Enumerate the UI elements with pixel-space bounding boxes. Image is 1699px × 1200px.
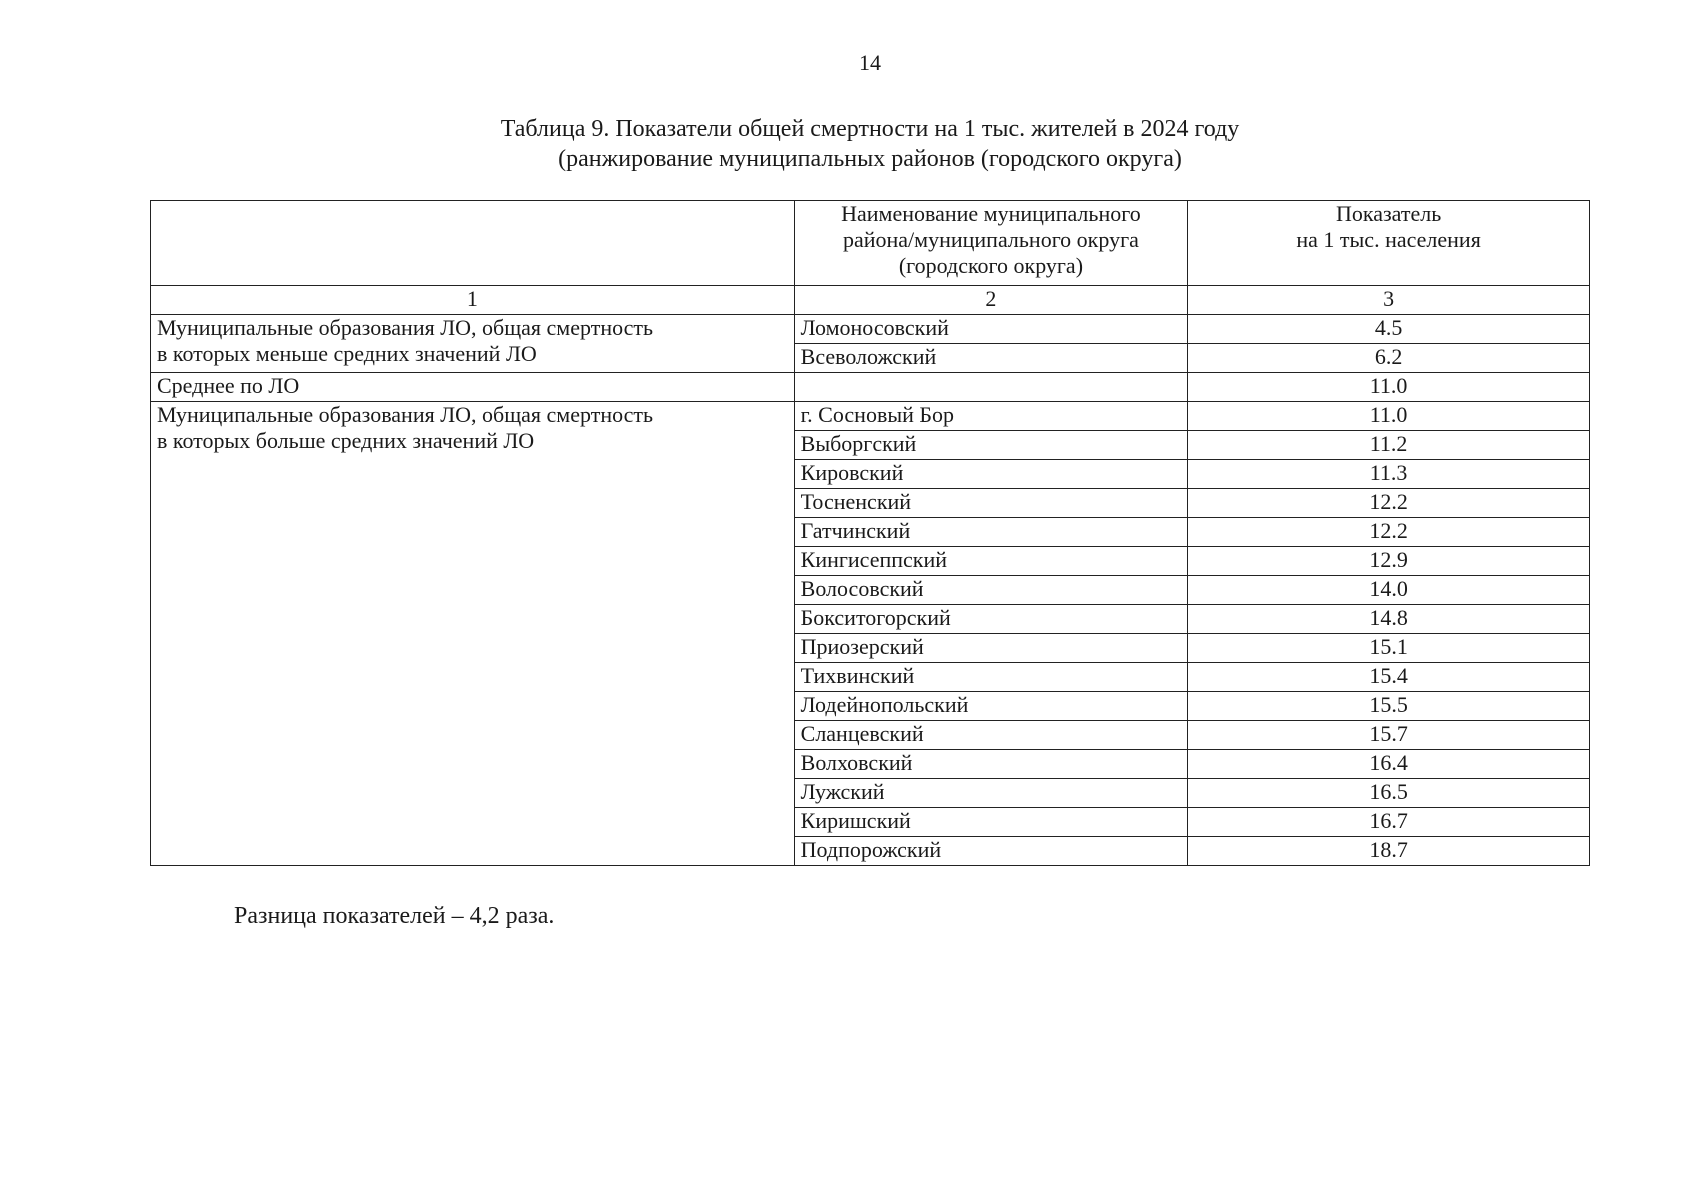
district-name: Выборгский: [794, 431, 1188, 460]
district-name: г. Сосновый Бор: [794, 402, 1188, 431]
district-name: Гатчинский: [794, 518, 1188, 547]
mortality-value: 11.0: [1188, 402, 1590, 431]
header-col-2-line: (городского округа): [898, 253, 1084, 278]
mortality-value: 15.4: [1188, 663, 1590, 692]
mortality-value: 16.4: [1188, 750, 1590, 779]
mortality-value: 16.5: [1188, 779, 1590, 808]
mortality-value: 11.2: [1188, 431, 1590, 460]
district-name: Подпорожский: [794, 837, 1188, 866]
footnote: Разница показателей – 4,2 раза.: [234, 903, 555, 929]
group-label: [151, 315, 795, 373]
table-title-line-2: (ранжирование муниципальных районов (городского округа): [558, 146, 1182, 172]
average-row: [151, 373, 1590, 402]
district-name: Бокситогорский: [794, 605, 1188, 634]
district-name: Всеволожский: [794, 344, 1188, 373]
average-label: Среднее по ЛО: [151, 373, 795, 402]
header-col-2-line: района/муниципального округа: [842, 227, 1139, 252]
table-row: [151, 315, 1590, 344]
district-name: Ломоносовский: [794, 315, 1188, 344]
district-name: Кировский: [794, 460, 1188, 489]
district-name: Тосненский: [794, 489, 1188, 518]
district-name: Киришский: [794, 808, 1188, 837]
group-label: [151, 402, 795, 866]
mortality-value: 18.7: [1188, 837, 1590, 866]
average-value: 11.0: [1188, 373, 1590, 402]
district-name: Волосовский: [794, 576, 1188, 605]
mortality-value: 6.2: [1188, 344, 1590, 373]
mortality-value: 4.5: [1188, 315, 1590, 344]
header-col-2: [794, 201, 1188, 286]
mortality-value: 16.7: [1188, 808, 1590, 837]
mortality-value: 12.9: [1188, 547, 1590, 576]
header-col-3-line: на 1 тыс. населения: [1296, 227, 1481, 252]
table-row: [151, 402, 1590, 431]
mortality-value: 15.1: [1188, 634, 1590, 663]
mortality-value: 14.8: [1188, 605, 1590, 634]
group-label-line: в которых больше средних значений ЛО: [157, 428, 535, 453]
district-name: Приозерский: [794, 634, 1188, 663]
header-col-2-line: Наименование муниципального: [841, 201, 1141, 226]
mortality-value: 12.2: [1188, 489, 1590, 518]
district-name: Лодейнопольский: [794, 692, 1188, 721]
mortality-table: [150, 200, 1590, 866]
mortality-value: 11.3: [1188, 460, 1590, 489]
page-number: 14: [859, 50, 881, 75]
mortality-value: 15.7: [1188, 721, 1590, 750]
table-title-line-1: Таблица 9. Показатели общей смертности на 1 тыс. жителей в 2024 году: [500, 116, 1240, 142]
mortality-value: 15.5: [1188, 692, 1590, 721]
header-col-3: [1188, 201, 1590, 286]
group-label-line: в которых меньше средних значений ЛО: [157, 341, 537, 366]
group-label-line: Муниципальные образования ЛО, общая смертность: [157, 402, 654, 427]
column-number: 3: [1188, 286, 1590, 315]
column-number: 2: [794, 286, 1188, 315]
header-col-3-line: Показатель: [1335, 201, 1442, 226]
mortality-value: 14.0: [1188, 576, 1590, 605]
district-name: Кингисеппский: [794, 547, 1188, 576]
average-name: [794, 373, 1188, 402]
district-name: Волховский: [794, 750, 1188, 779]
district-name: Тихвинский: [794, 663, 1188, 692]
mortality-value: 12.2: [1188, 518, 1590, 547]
district-name: Сланцевский: [794, 721, 1188, 750]
table-header-row: [151, 201, 1590, 286]
column-number: 1: [151, 286, 795, 315]
group-label-line: Муниципальные образования ЛО, общая смертность: [157, 315, 654, 340]
district-name: Лужский: [794, 779, 1188, 808]
column-number-row: [151, 286, 1590, 315]
table-title: [0, 114, 1699, 174]
header-col-1: [151, 201, 795, 286]
